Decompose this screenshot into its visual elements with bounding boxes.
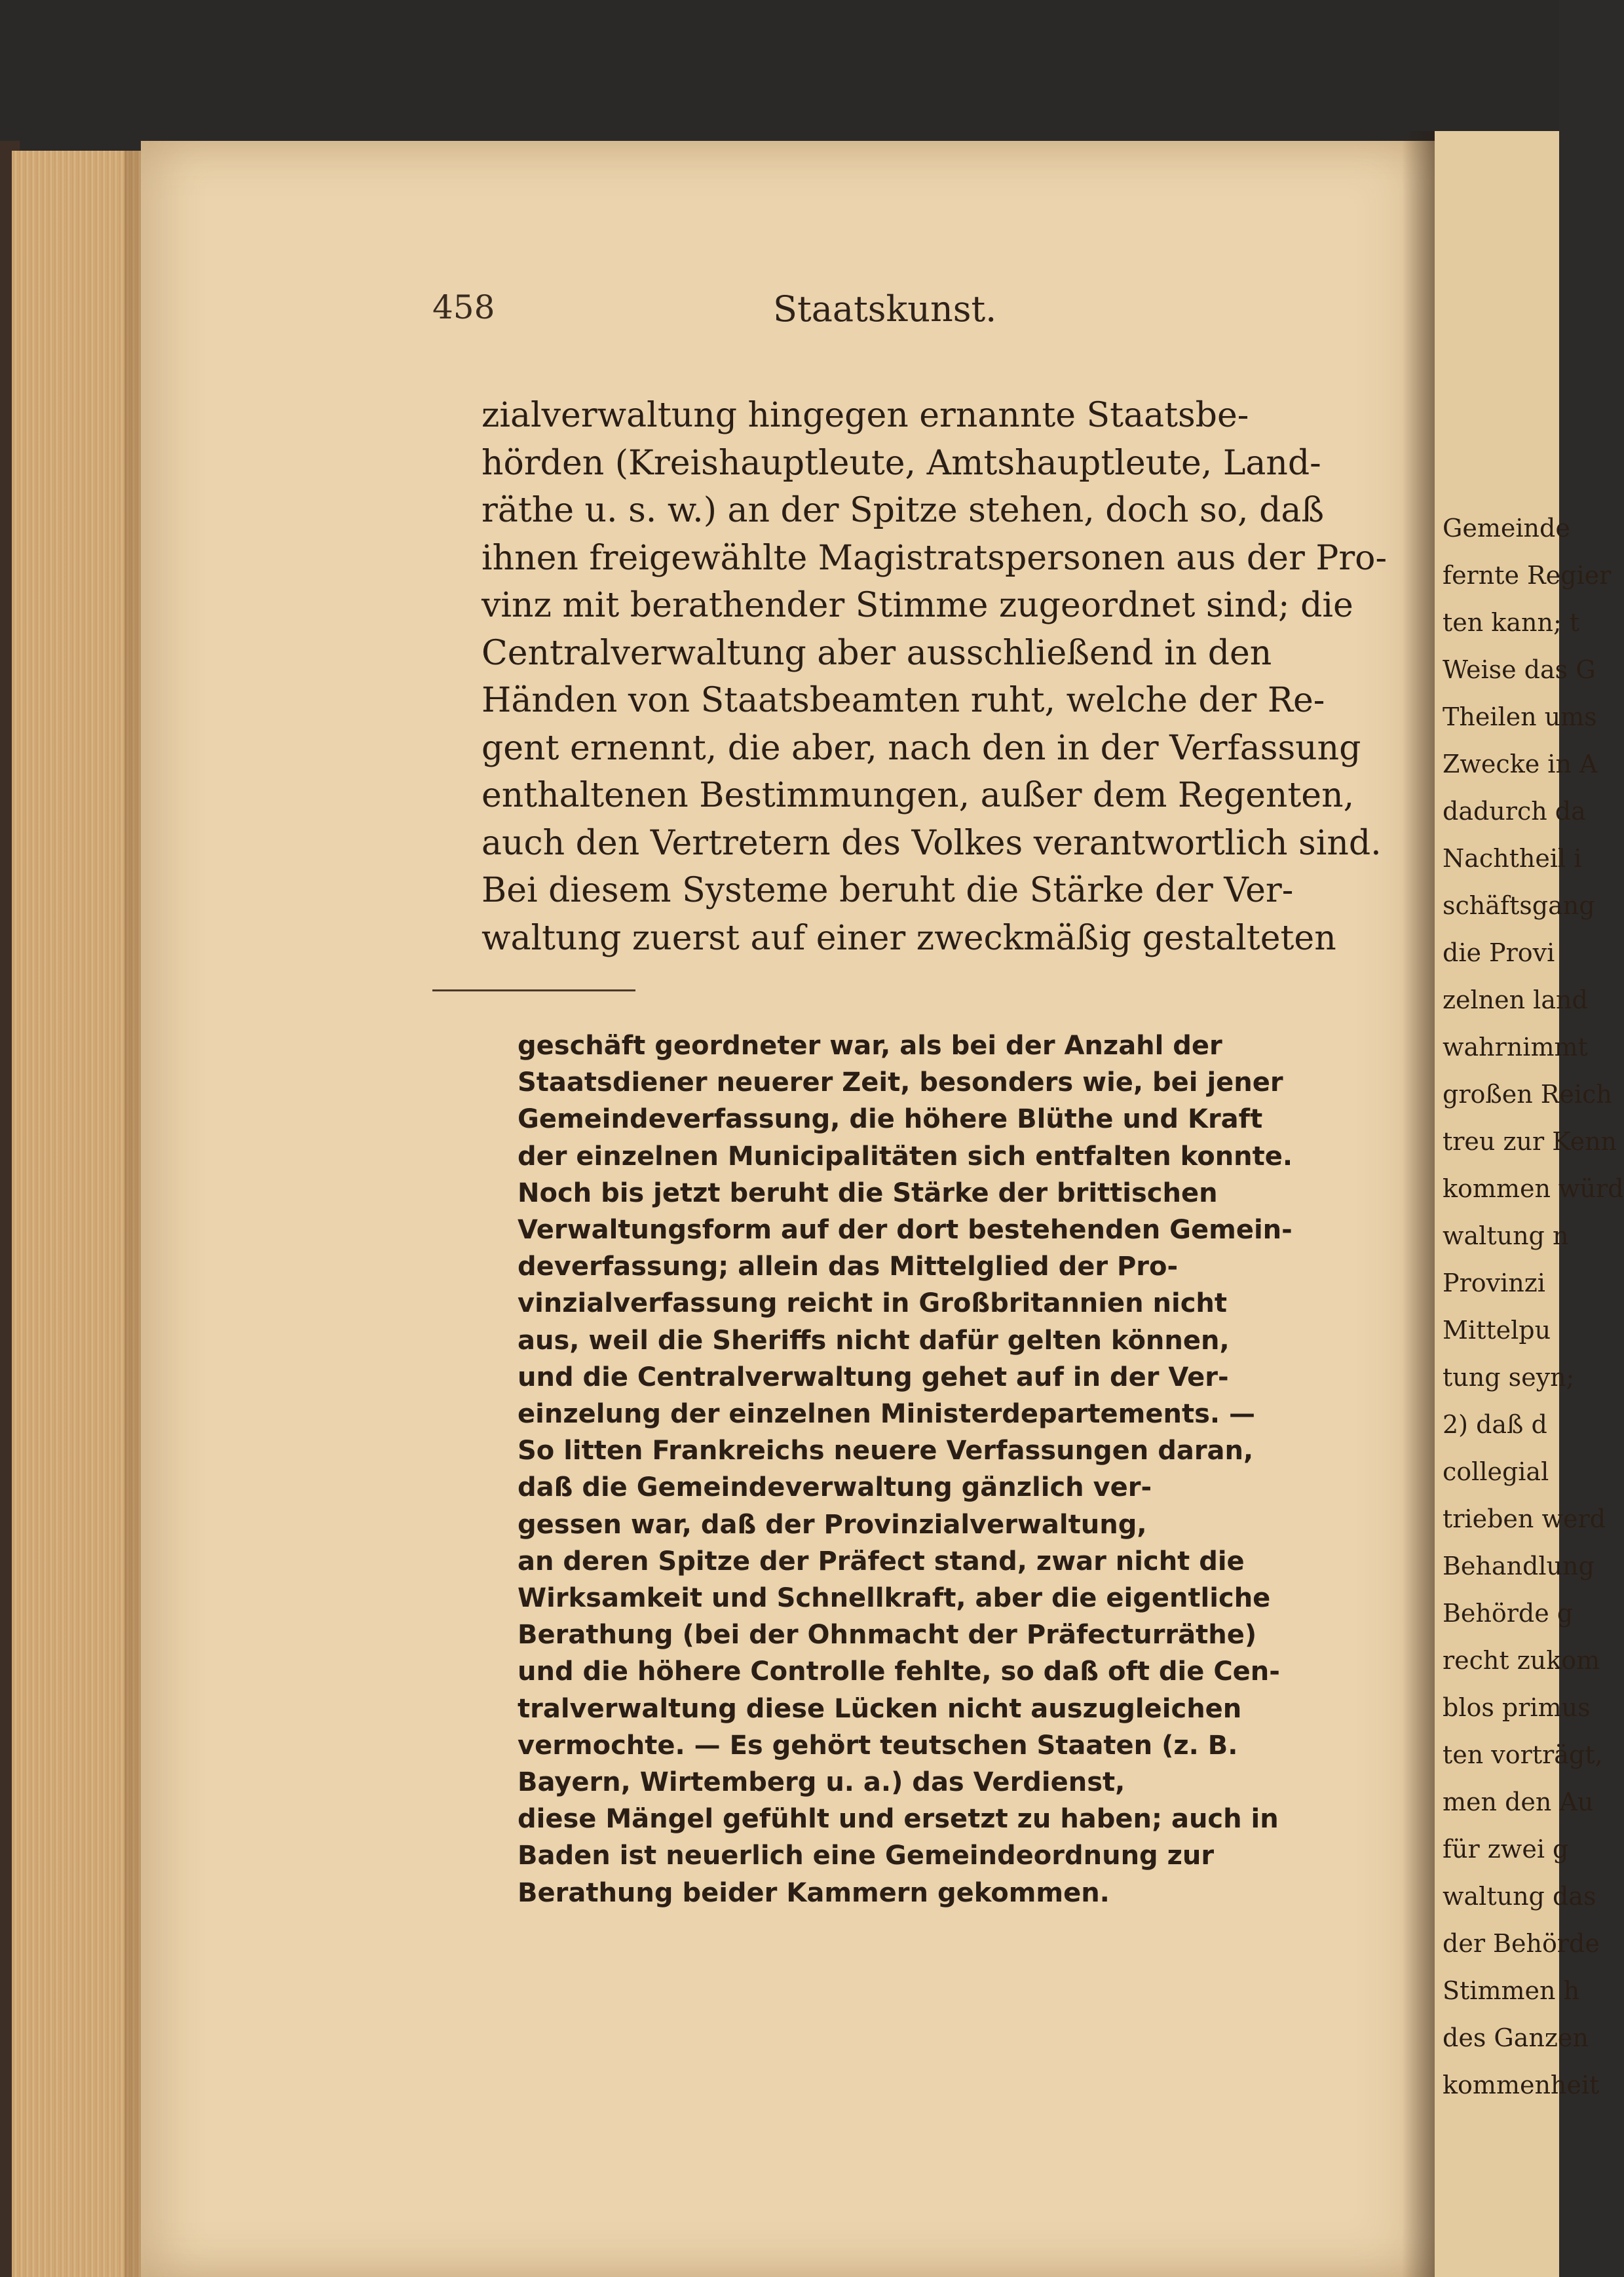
right-line: ten kann; t [1443,608,1580,637]
footnote-line: Staatsdiener neuerer Zeit, besonders wie, bei jener [518,1067,1283,1098]
right-line: recht zukom [1443,1646,1600,1675]
right-line: fernte Regier [1443,561,1612,590]
footnote-line: Gemeindeverfassung, die höhere Blüthe und Kraft [518,1104,1263,1135]
right-line: 2) daß d [1443,1410,1547,1439]
footnote-line: tralverwaltung diese Lücken nicht auszugleichen [518,1693,1242,1724]
footnote-line: Baden ist neuerlich eine Gemeindeordnung zur [518,1841,1215,1871]
text-line: Bei diesem Systeme beruht die Stärke der Ver- [482,871,1294,910]
footnote-text [518,1027,1320,1911]
right-line: tung seyn; [1443,1363,1575,1392]
right-line: trieben werd [1443,1504,1606,1533]
right-line: waltung das [1443,1882,1596,1911]
right-line: blos primus [1443,1693,1591,1722]
footnote-line: Verwaltungsform auf der dort bestehenden Gemein- [518,1215,1293,1246]
text-line: auch den Vertretern des Volkes verantwortlich sind. [482,823,1382,863]
footnote-line: Noch bis jetzt beruht die Stärke der brittischen [518,1177,1218,1208]
footnote-line: Bayern, Wirtemberg u. a.) das Verdienst, [518,1767,1125,1798]
right-line: Weise das G [1443,655,1596,684]
running-head: Staatskunst. [773,288,997,330]
right-line: Theilen ums [1443,702,1597,731]
right-line: zelnen land [1443,985,1588,1014]
footnote-line: Berathung (bei der Ohnmacht der Präfecturräthe) [518,1620,1257,1651]
text-line: ihnen freigewählte Magistratspersonen aus der Pro- [482,538,1388,578]
page-header [432,288,1363,341]
right-line: kommen würd [1443,1174,1624,1203]
main-text [482,392,1388,962]
right-line: waltung n [1443,1221,1569,1250]
footnote-line: einzelung der einzelnen Ministerdepartements. — [518,1399,1255,1430]
footnote-line: daß die Gemeindeverwaltung gänzlich ver- [518,1472,1152,1503]
footnote-line: deverfassung; allein das Mittelglied der Pro- [518,1252,1179,1282]
text-line: waltung zuerst auf einer zweckmäßig gestalteten [482,918,1336,958]
footnote-line: der einzelnen Municipalitäten sich entfalten konnte. [518,1141,1293,1172]
footnote-line: aus, weil die Sheriffs nicht dafür gelten können, [518,1325,1230,1356]
right-line: treu zur Kenn [1443,1127,1617,1156]
right-page-text [1443,505,1624,2109]
right-line: schäftsgang [1443,891,1595,920]
footnote-line: gessen war, daß der Provinzialverwaltung, [518,1509,1147,1540]
footnote-line: und die Centralverwaltung gehet auf in der Ver- [518,1362,1229,1392]
text-line: Händen von Staatsbeamten ruht, welche der Re- [482,681,1325,720]
text-line: vinz mit berathender Stimme zugeordnet sind; die [482,586,1353,625]
right-line: der Behörde [1443,1929,1600,1958]
footnote-line: an deren Spitze der Präfect stand, zwar nicht die [518,1546,1245,1577]
page-stack-edge [12,151,143,2277]
right-line: dadurch da [1443,797,1586,826]
right-line: Mittelpu [1443,1316,1551,1345]
right-line: Behandlung [1443,1552,1595,1580]
footnote-line: So litten Frankreichs neuere Verfassungen daran, [518,1436,1254,1466]
text-line: enthaltenen Bestimmungen, außer dem Regenten, [482,776,1355,815]
page-number: 458 [432,288,495,326]
right-line: collegial [1443,1457,1549,1486]
footnote-line: vermochte. — Es gehört teutschen Staaten (z. B. [518,1730,1238,1761]
text-line: hörden (Kreishauptleute, Amtshauptleute, Land- [482,443,1321,483]
footnote-line: diese Mängel gefühlt und ersetzt zu haben; auch in [518,1804,1279,1835]
right-line: die Provi [1443,938,1555,967]
footnote-rule [432,989,635,991]
right-line: Nachtheil i [1443,844,1582,873]
right-page-fragment [1435,131,1624,2277]
footnote-line: Berathung beider Kammern gekommen. [518,1877,1110,1908]
text-line: räthe u. s. w.) an der Spitze stehen, doch so, daß [482,491,1325,530]
right-line: wahrnimmt [1443,1033,1588,1062]
right-line: men den Au [1443,1788,1594,1816]
right-line: Zwecke in A [1443,750,1598,778]
right-line: kommenheit [1443,2071,1600,2099]
right-line: Stimmen h [1443,1976,1580,2005]
text-line: Centralverwaltung aber ausschließend in den [482,633,1272,673]
footnote-line: und die höhere Controlle fehlte, so daß oft die Cen- [518,1656,1280,1687]
footnote-line: vinzialverfassung reicht in Großbritannien nicht [518,1288,1228,1319]
right-line: Provinzi [1443,1269,1545,1297]
footnote-line: Wirksamkeit und Schnellkraft, aber die eigentliche [518,1583,1271,1614]
right-line: des Ganzen [1443,2023,1589,2052]
text-line: zialverwaltung hingegen ernannte Staatsbe- [482,396,1249,435]
footnote-line: geschäft geordneter war, als bei der Anzahl der [518,1031,1222,1061]
right-line: für zwei g [1443,1835,1569,1864]
right-line: Gemeinde [1443,514,1570,543]
text-line: gent ernennt, die aber, nach den in der Verfassung [482,728,1361,768]
right-line: ten vorträgt, [1443,1740,1603,1769]
right-line: großen Reich [1443,1080,1612,1109]
right-line: Behörde g [1443,1599,1574,1628]
